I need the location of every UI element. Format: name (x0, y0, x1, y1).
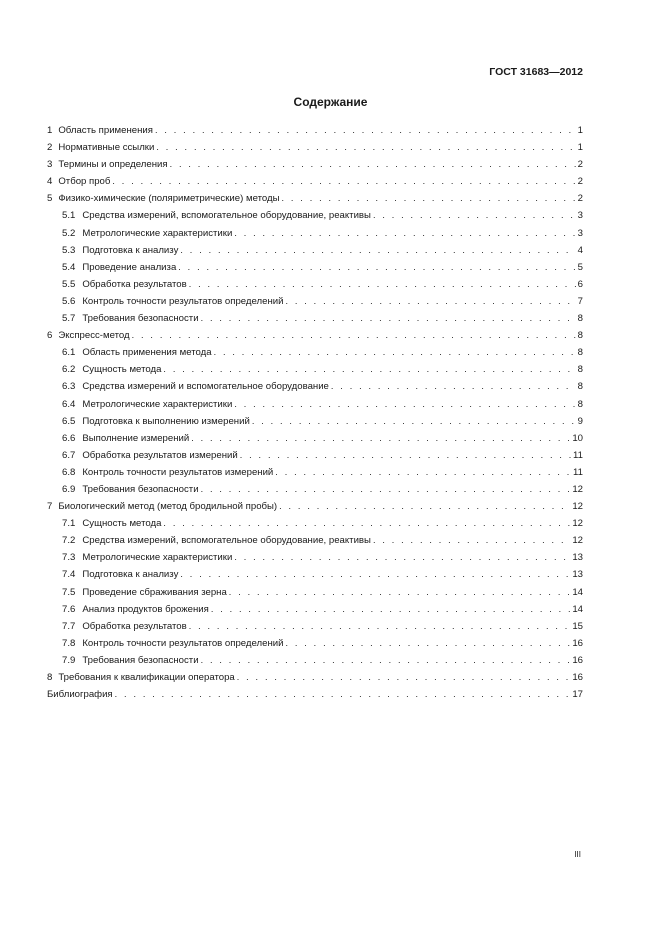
toc-leader-dots (214, 344, 576, 361)
toc-leader-dots (191, 430, 570, 447)
toc-entry-number: 7.8 (62, 637, 76, 649)
toc-entry[interactable] (47, 601, 583, 618)
toc-leader-dots (115, 686, 571, 703)
toc-leader-dots (132, 327, 576, 344)
toc-leader-dots (163, 361, 575, 378)
toc-entry-page: 8 (577, 398, 583, 410)
toc-entry-title: Требования безопасности (82, 483, 199, 495)
toc-entry-page: 16 (572, 654, 583, 666)
toc-entry-title: Сущность метода (82, 364, 162, 376)
document-code: ГОСТ 31683—2012 (489, 66, 583, 78)
toc-entry-number: 6.3 (62, 381, 76, 393)
toc-entry-number: 7.9 (62, 654, 76, 666)
toc-leader-dots (178, 259, 575, 276)
toc-entry-title: Средства измерений и вспомогательное оборудование (82, 381, 329, 393)
toc-entry-page: 12 (572, 518, 583, 530)
toc-entry[interactable] (47, 635, 583, 652)
toc-entry-number: 7 (47, 501, 53, 513)
toc-entry-title: Физико-химические (поляриметрические) методы (58, 193, 280, 205)
toc-entry[interactable] (47, 225, 583, 242)
toc-entry-page: 4 (577, 244, 583, 256)
toc-entry-number: 6.5 (62, 415, 76, 427)
toc-leader-dots (285, 635, 570, 652)
toc-entry[interactable] (47, 156, 583, 173)
toc-entry-page: 12 (572, 535, 583, 547)
toc-leader-dots (180, 242, 575, 259)
toc-entry[interactable] (47, 652, 583, 669)
toc-entry-title: Подготовка к анализу (82, 569, 179, 581)
toc-entry[interactable] (47, 481, 583, 498)
toc-entry-number: 5.5 (62, 278, 76, 290)
toc-entry-title: Метрологические характеристики (82, 398, 233, 410)
toc-entry-title: Область применения (58, 125, 153, 136)
toc-entry-number: 5.3 (62, 244, 76, 256)
toc-leader-dots (373, 532, 570, 549)
toc-entry-page: 6 (577, 278, 583, 290)
toc-entry-page: 16 (572, 672, 583, 683)
toc-entry-number: 5.6 (62, 295, 76, 307)
toc-entry-title: Биологический метод (метод бродильной пробы) (58, 501, 278, 513)
toc-entry-number: 1 (47, 125, 53, 136)
toc-entry-title: Область применения метода (82, 347, 212, 359)
toc-leader-dots (155, 122, 576, 139)
toc-leader-dots (240, 447, 571, 464)
toc-entry-page: 15 (572, 620, 583, 632)
toc-entry[interactable] (47, 139, 583, 156)
toc-entry-title: Подготовка к выполнению измерений (82, 415, 250, 427)
toc-leader-dots (189, 618, 571, 635)
toc-leader-dots (189, 276, 576, 293)
toc-entry-title: Требования к квалификации оператора (58, 672, 235, 683)
toc-entry[interactable] (47, 327, 583, 344)
toc-entry-page: 8 (577, 381, 583, 393)
toc-entry-page: 1 (577, 142, 583, 154)
toc-entry-title: Требования безопасности (82, 654, 199, 666)
toc-entry-title: Обработка результатов (82, 278, 187, 290)
toc-entry-number: 6.4 (62, 398, 76, 410)
toc-entry[interactable] (47, 378, 583, 395)
toc-leader-dots (331, 378, 576, 395)
toc-entry-page: 11 (573, 466, 583, 478)
toc-leader-dots (373, 207, 576, 224)
toc-entry-title: Экспресс-метод (58, 330, 130, 342)
toc-entry-number: 6.7 (62, 449, 76, 461)
toc-entry[interactable] (47, 584, 583, 601)
toc-leader-dots (180, 566, 570, 583)
toc-leader-dots (275, 464, 571, 481)
toc-entry-number: 6.8 (62, 466, 76, 478)
toc-leader-dots (234, 396, 575, 413)
toc-entry[interactable] (47, 310, 583, 327)
table-of-contents (47, 122, 583, 703)
toc-entry-page: 8 (577, 330, 583, 342)
toc-entry[interactable] (47, 498, 583, 515)
toc-entry-number: 6.2 (62, 364, 76, 376)
toc-entry-page: 13 (572, 569, 583, 581)
toc-entry-page: 13 (572, 552, 583, 564)
toc-entry[interactable] (47, 669, 583, 686)
toc-entry-number: 7.2 (62, 535, 76, 547)
toc-entry[interactable] (47, 430, 583, 447)
toc-entry-title: Проведение сбраживания зерна (82, 586, 227, 598)
toc-entry[interactable] (47, 566, 583, 583)
toc-entry-title: Контроль точности результатов измерений (82, 466, 274, 478)
toc-leader-dots (170, 156, 576, 173)
toc-leader-dots (237, 669, 571, 686)
toc-entry-title: Нормативные ссылки (58, 142, 155, 154)
toc-entry-title: Анализ продуктов брожения (82, 603, 209, 615)
toc-entry[interactable] (47, 618, 583, 635)
toc-entry[interactable] (47, 532, 583, 549)
toc-entry-number: 7.4 (62, 569, 76, 581)
toc-entry-page: 12 (572, 483, 583, 495)
toc-entry-number: 5.2 (62, 227, 76, 239)
toc-entry-title: Проведение анализа (82, 261, 177, 273)
toc-entry-page: 5 (577, 261, 583, 273)
toc-entry-title: Средства измерений, вспомогательное оборудование, реактивы (82, 535, 371, 547)
toc-entry-number: 4 (47, 176, 53, 188)
toc-entry-title: Подготовка к анализу (82, 244, 179, 256)
toc-entry[interactable] (47, 686, 583, 703)
toc-entry-title: Контроль точности результатов определений (82, 637, 284, 649)
toc-entry-page: 11 (573, 449, 583, 461)
toc-entry-number: 3 (47, 159, 53, 171)
toc-entry-page: 7 (577, 295, 583, 307)
toc-entry-number: 8 (47, 672, 53, 683)
toc-entry-title: Термины и определения (58, 159, 168, 171)
toc-entry-number: 2 (47, 142, 53, 154)
toc-entry-title: Выполнение измерений (82, 432, 190, 444)
toc-entry[interactable] (47, 413, 583, 430)
toc-entry-title: Обработка результатов (82, 620, 187, 632)
toc-entry-page: 16 (572, 637, 583, 649)
toc-entry-page: 9 (577, 415, 583, 427)
toc-entry-number: 5.1 (62, 210, 76, 222)
toc-leader-dots (282, 190, 576, 207)
toc-entry-title: Контроль точности результатов определений (82, 295, 284, 307)
toc-entry-page: 8 (577, 313, 583, 325)
toc-entry-title: Метрологические характеристики (82, 552, 233, 564)
toc-entry-page: 2 (577, 159, 583, 171)
toc-entry[interactable] (47, 549, 583, 566)
toc-entry-page: 3 (577, 210, 583, 222)
toc-leader-dots (285, 293, 575, 310)
toc-entry-page: 2 (577, 176, 583, 188)
toc-entry[interactable] (47, 515, 583, 532)
toc-entry[interactable] (47, 122, 583, 139)
toc-entry-page: 8 (577, 347, 583, 359)
toc-leader-dots (234, 225, 575, 242)
toc-entry-number: 6.6 (62, 432, 76, 444)
toc-entry-page: 10 (572, 432, 583, 444)
toc-entry-title: Обработка результатов измерений (82, 449, 238, 461)
toc-entry-page: 17 (572, 689, 583, 701)
toc-entry-number: 6.1 (62, 347, 76, 359)
toc-entry[interactable] (47, 293, 583, 310)
toc-leader-dots (201, 481, 571, 498)
toc-leader-dots (234, 549, 570, 566)
toc-entry-title: Отбор проб (58, 176, 111, 188)
toc-leader-dots (201, 652, 571, 669)
toc-entry-page: 3 (577, 227, 583, 239)
toc-entry-title: Сущность метода (82, 518, 162, 530)
toc-entry-title: Метрологические характеристики (82, 227, 233, 239)
toc-entry-number: 5.4 (62, 261, 76, 273)
page-title: Содержание (293, 95, 368, 109)
toc-entry-title: Требования безопасности (82, 313, 199, 325)
toc-entry[interactable] (47, 190, 583, 207)
toc-entry-number: 7.1 (62, 518, 76, 530)
toc-entry-number: 6 (47, 330, 53, 342)
toc-entry[interactable] (47, 464, 583, 481)
toc-leader-dots (201, 310, 576, 327)
toc-entry-page: 12 (572, 501, 583, 513)
toc-entry-title: Средства измерений, вспомогательное оборудование, реактивы (82, 210, 371, 222)
toc-leader-dots (156, 139, 575, 156)
toc-leader-dots (229, 584, 571, 601)
toc-entry[interactable] (47, 259, 583, 276)
toc-entry-number: 6.9 (62, 483, 76, 495)
page-number: III (574, 850, 581, 859)
toc-entry-number: 5.7 (62, 313, 76, 325)
toc-entry[interactable] (47, 396, 583, 413)
toc-entry-number: 7.7 (62, 620, 76, 632)
toc-entry[interactable] (47, 242, 583, 259)
toc-entry[interactable] (47, 344, 583, 361)
toc-entry[interactable] (47, 173, 583, 190)
toc-entry[interactable] (47, 361, 583, 378)
toc-entry-page: 1 (577, 125, 583, 136)
toc-entry-title: Библиография (47, 689, 113, 701)
toc-entry-page: 8 (577, 364, 583, 376)
toc-entry-number: 5 (47, 193, 53, 205)
toc-entry-page: 2 (577, 193, 583, 205)
toc-leader-dots (252, 413, 576, 430)
toc-entry-number: 7.3 (62, 552, 76, 564)
toc-entry[interactable] (47, 447, 583, 464)
toc-entry-number: 7.6 (62, 603, 76, 615)
toc-entry[interactable] (47, 276, 583, 293)
toc-leader-dots (211, 601, 571, 618)
toc-leader-dots (163, 515, 570, 532)
toc-leader-dots (112, 173, 575, 190)
toc-leader-dots (279, 498, 570, 515)
toc-entry-page: 14 (572, 586, 583, 598)
toc-entry-page: 14 (572, 603, 583, 615)
toc-entry[interactable] (47, 207, 583, 224)
toc-entry-number: 7.5 (62, 586, 76, 598)
